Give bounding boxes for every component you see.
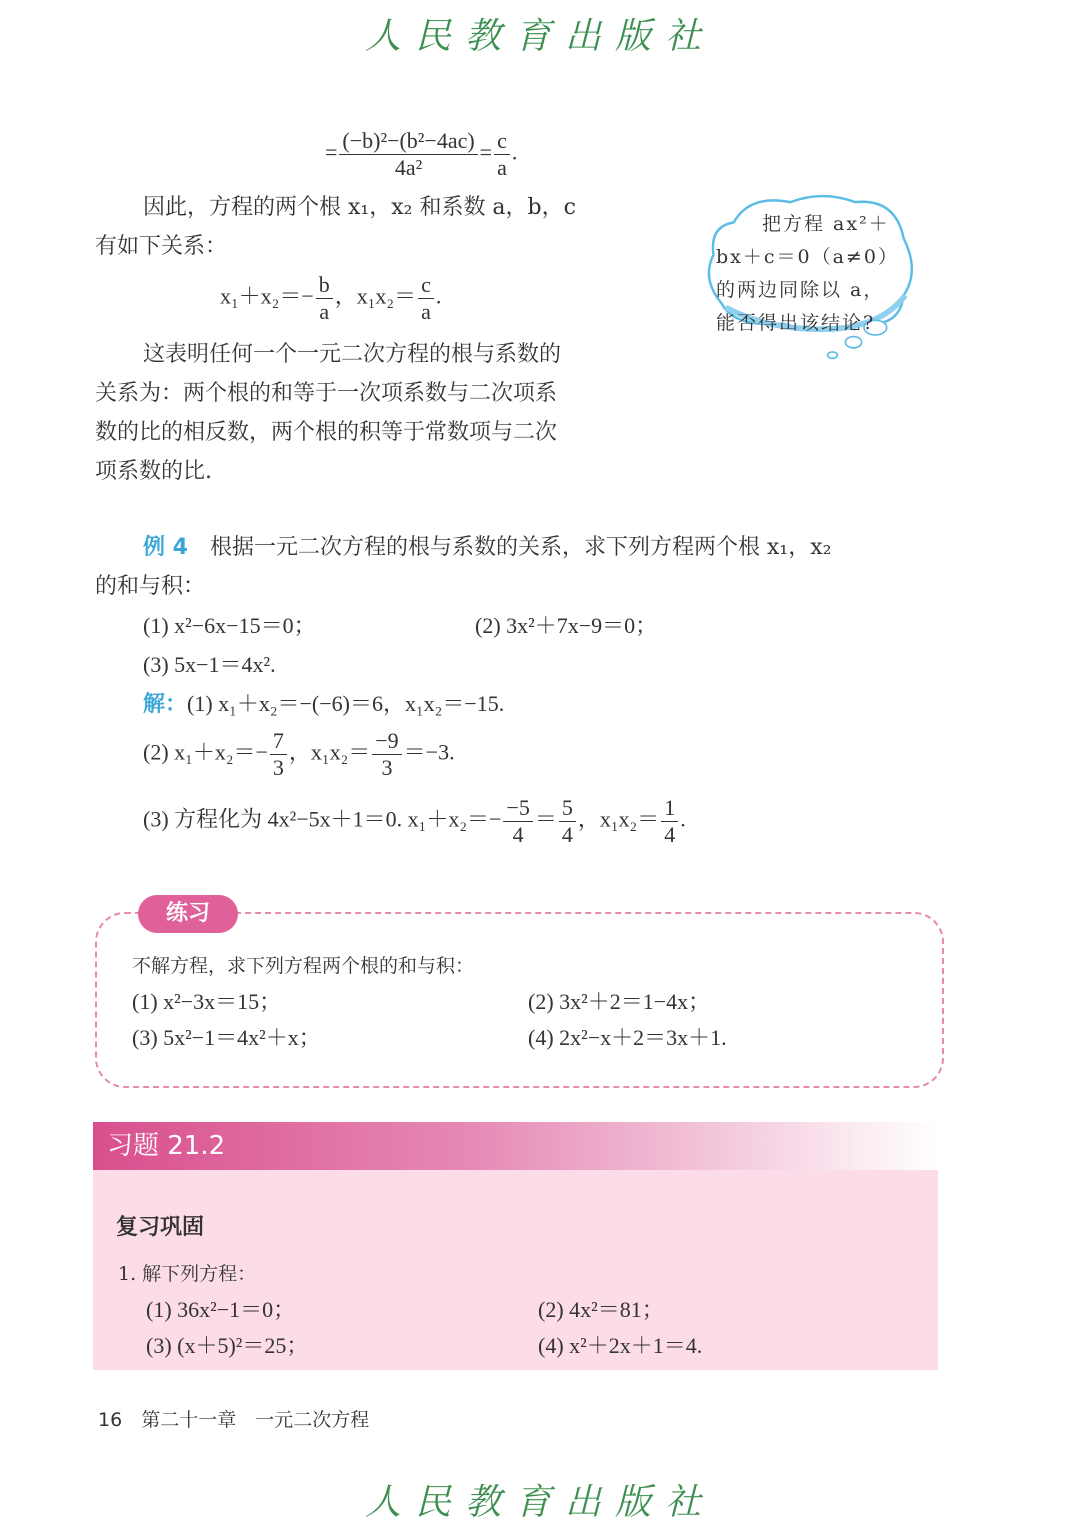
cloud-question — [716, 208, 916, 340]
fraction — [372, 728, 401, 781]
example-text: 的和与积： — [95, 574, 206, 599]
expr: (3) 方程化为 4x²−5x＋1＝0. x₁＋x₂＝− — [143, 806, 502, 832]
exercise-item: (3) (x＋5)²＝25； — [146, 1333, 309, 1358]
denominator: 4a² — [394, 155, 423, 180]
solution-step: (1) x₁＋x₂＝−(−6)＝6，x₁x₂＝−15. — [187, 691, 505, 716]
text-line: 把方程 ax²＋ — [762, 213, 890, 235]
expr: ＝ — [534, 806, 557, 832]
vieta-relation — [220, 272, 441, 325]
chapter-title: 第二十一章 一元二次方程 — [141, 1409, 370, 1431]
equals: = — [325, 139, 338, 165]
denominator: 4 — [561, 822, 573, 847]
product-expr: x₁x₂＝ — [356, 283, 417, 309]
practice-label: 练习 — [138, 895, 238, 933]
text-line: 项系数的比. — [95, 459, 212, 484]
fraction — [316, 272, 333, 325]
fraction — [418, 272, 434, 325]
paragraph-roots — [95, 188, 635, 266]
fraction — [270, 728, 287, 781]
practice-prompt: 不解方程，求下列方程两个根的和与积： — [132, 955, 475, 977]
sum-expr: x₁＋x₂＝− — [220, 283, 314, 309]
text-line: 有如下关系： — [95, 234, 228, 259]
text-line: bx＋c＝0（a≠0） — [716, 246, 899, 268]
numerator: (−b)²−(b²−4ac) — [339, 128, 477, 155]
practice-item: (3) 5x²−1＝4x²＋x； — [132, 1025, 321, 1050]
practice-content — [132, 948, 912, 1056]
text-line: 关系为：两个根的和等于一次项系数与二次项系 — [95, 381, 558, 406]
page-number: 16 — [98, 1409, 123, 1431]
period: . — [435, 283, 442, 309]
exercise-item: (4) x²＋2x＋1＝4. — [538, 1333, 703, 1358]
numerator: 5 — [559, 795, 576, 822]
fraction — [339, 128, 477, 181]
exercise-item: (1) 36x²−1＝0； — [146, 1297, 296, 1322]
numerator: c — [494, 128, 510, 155]
text-line: 这表明任何一个一元二次方程的根与系数的 — [143, 342, 562, 367]
publisher-watermark-top: 人民教育出版社 — [364, 16, 715, 57]
denominator: a — [497, 155, 507, 180]
exercises-title: 习题 21.2 — [93, 1122, 938, 1170]
comma: ， — [334, 283, 357, 309]
expr: (2) x₁＋x₂＝− — [143, 739, 268, 765]
practice-item: (1) x²−3x＝15； — [132, 989, 282, 1014]
example-item: (3) 5x−1＝4x². — [143, 652, 276, 677]
solution-step-2 — [95, 728, 955, 781]
example-text: 根据一元二次方程的根与系数的关系，求下列方程两个根 x₁，x₂ — [209, 535, 832, 560]
denominator: 4 — [512, 822, 524, 847]
numerator: 7 — [270, 728, 287, 755]
practice-item: (2) 3x²＋2＝1−4x； — [528, 989, 711, 1014]
derivation-formula — [325, 128, 517, 181]
denominator: a — [421, 299, 431, 324]
question-text: 1. 解下列方程： — [118, 1263, 257, 1285]
example-label: 例 4 — [143, 535, 188, 560]
text-line: 因此，方程的两个根 x₁，x₂ 和系数 a，b，c — [143, 195, 576, 220]
exercise-1 — [118, 1256, 898, 1364]
equals: = — [479, 139, 493, 165]
practice-item: (4) 2x²−x＋2＝3x＋1. — [528, 1025, 727, 1050]
expr: ，x₁x₂＝ — [577, 806, 660, 832]
publisher-watermark-bottom: 人民教育出版社 — [364, 1482, 715, 1523]
text-line: 数的比的相反数，两个根的积等于常数项与二次 — [95, 420, 558, 445]
example-item: (1) x²−6x−15＝0； — [143, 613, 316, 638]
fraction — [494, 128, 510, 181]
numerator: b — [316, 272, 333, 299]
numerator: c — [418, 272, 434, 299]
denominator: a — [319, 299, 330, 324]
page-footer — [98, 1405, 369, 1432]
fraction — [503, 795, 532, 848]
example-item: (2) 3x²＋7x−9＝0； — [475, 613, 658, 638]
text-line: 能否得出该结论? — [716, 312, 876, 334]
text-line: 的两边同除以 a， — [716, 279, 885, 301]
numerator: 1 — [661, 795, 678, 822]
paragraph-conclusion — [95, 335, 640, 491]
period: . — [680, 806, 686, 832]
example-4 — [95, 528, 955, 848]
fraction — [661, 795, 678, 848]
period: . — [511, 139, 518, 165]
expr: ，x₁x₂＝ — [288, 739, 371, 765]
solution-step-3 — [95, 795, 955, 848]
exercise-item: (2) 4x²＝81； — [538, 1297, 664, 1322]
numerator: −9 — [372, 728, 401, 755]
denominator: 3 — [381, 755, 393, 780]
fraction — [559, 795, 576, 848]
section-heading: 复习巩固 — [116, 1215, 205, 1240]
solution-label: 解： — [143, 692, 188, 717]
denominator: 3 — [272, 755, 284, 780]
expr: ＝−3. — [403, 739, 455, 765]
denominator: 4 — [664, 822, 676, 847]
numerator: −5 — [503, 795, 532, 822]
